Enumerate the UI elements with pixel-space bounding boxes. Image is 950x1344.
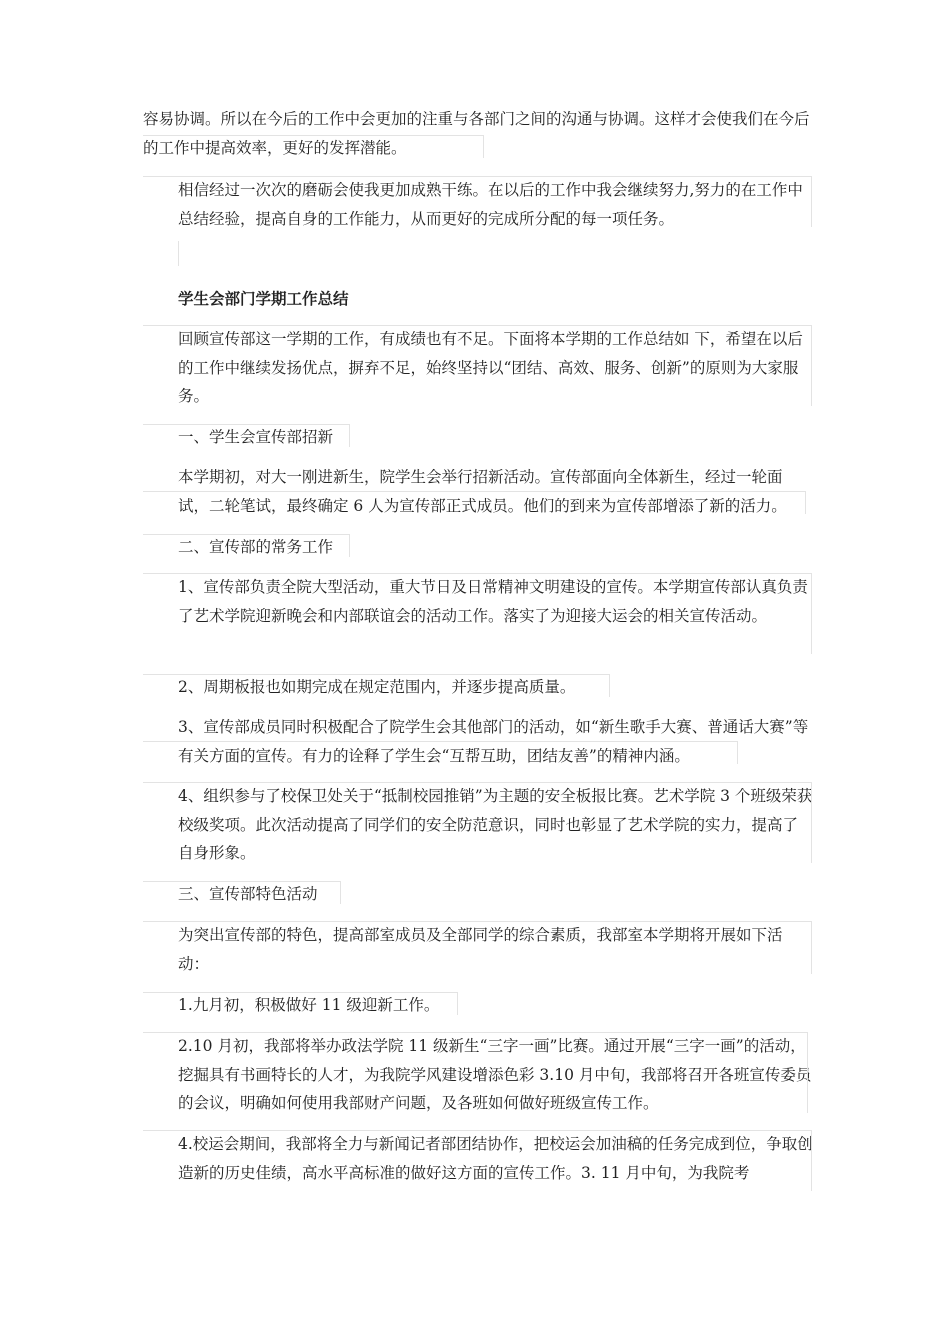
paragraph-growth: 相信经过一次次的磨砺会使我更加成熟干练。在以后的工作中我会继续努力,努力的在工作中总结经验，提高自身的工作能力，从而更好的完成所分配的每一项任务。 [178,181,803,228]
paragraph-activity-2: 2.10 月初，我部将举办政法学院 11 级新生“三字一画”比赛。通过开展“三字一画”的活动，挖掘具有书画特长的人才，为我院学风建设增添色彩 3.10 月中旬，我部将召开各班宣传委员的会议，明确如何使用我部财产问题，及各班如何做好班级宣传工作。 [178,1037,812,1112]
paragraph-activity-1: 1.九月初，积极做好 11 级迎新工作。 [178,996,440,1014]
empty-frame [178,241,179,266]
paragraph-item-4: 4、组织参与了校保卫处关于“抵制校园推销”为主题的安全板报比赛。艺术学院 3 个班级荣获校级奖项。此次活动提高了同学们的安全防范意识，同时也彰显了艺术学院的实力，提高了自身形象。 [178,787,813,862]
section-title: 学生会部门学期工作总结 [178,290,349,308]
paragraph-activities-intro: 为突出宣传部的特色，提高部室成员及全部同学的综合素质，我部室本学期将开展如下活动： [178,926,783,973]
paragraph-activity-4: 4.校运会期间，我部将全力与新闻记者部团结协作，把校运会加油稿的任务完成到位，争取创造新的历史佳绩，高水平高标准的做好这方面的宣传工作。3. 11 月中旬，为我院考 [178,1135,813,1182]
heading-routine-work: 二、宣传部的常务工作 [178,538,334,556]
paragraph-review: 回顾宣传部这一学期的工作，有成绩也有不足。下面将本学期的工作总结如 下，希望在以后的工作中继续发扬优点，摒弃不足，始终坚持以“团结、高效、服务、创新”的原则为大家服务。 [178,330,803,405]
paragraph-item-3: 3、宣传部成员同时积极配合了院学生会其他部门的活动，如“新生歌手大赛、普通话大赛”等有关方面的宣传。有力的诠释了学生会“互帮互助，团结友善”的精神内涵。 [178,718,809,765]
paragraph-recruitment: 本学期初，对大一刚进新生，院学生会举行招新活动。宣传部面向全体新生，经过一轮面试，二轮笔试，最终确定 6 人为宣传部正式成员。他们的到来为宣传部增添了新的活力。 [178,468,787,515]
paragraph-coordination: 容易协调。所以在今后的工作中会更加的注重与各部门之间的沟通与协调。这样才会使我们在今后的工作中提高效率，更好的发挥潜能。 [143,110,810,157]
heading-special-activities: 三、宣传部特色活动 [178,885,318,903]
heading-recruitment: 一、学生会宣传部招新 [178,428,334,446]
paragraph-item-1: 1、宣传部负责全院大型活动，重大节日及日常精神文明建设的宣传。本学期宣传部认真负责了艺术学院迎新晚会和内部联谊会的活动工作。落实了为迎接大运会的相关宣传活动。 [178,578,808,625]
paragraph-item-2: 2、周期板报也如期完成在规定范围内，并逐步提高质量。 [178,678,576,696]
